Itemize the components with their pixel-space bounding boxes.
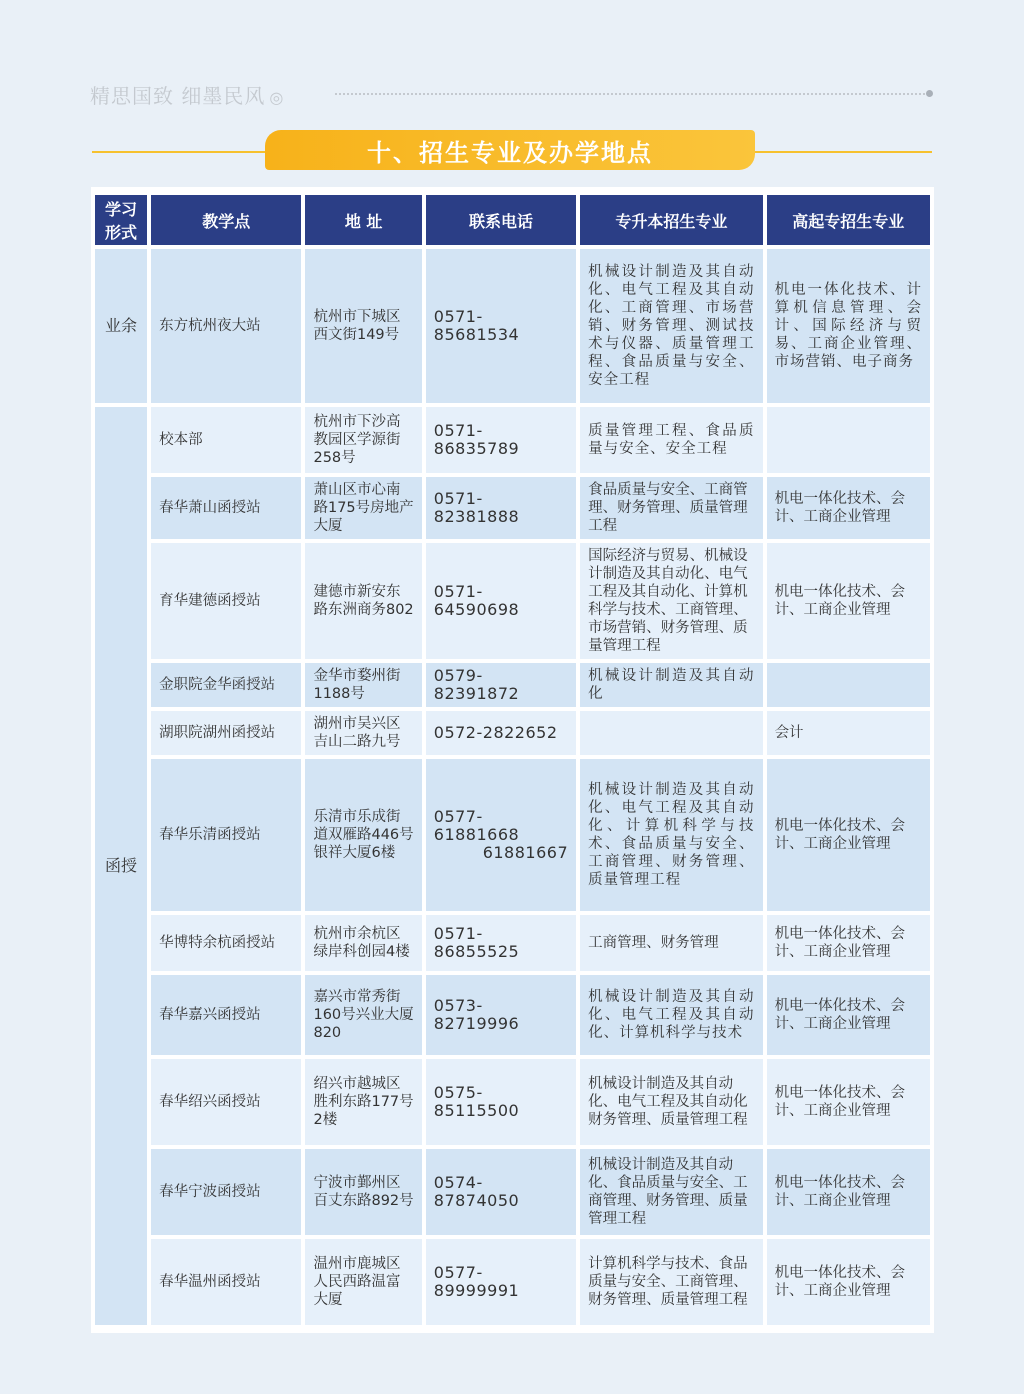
- station-cell: 湖职院湖州函授站: [151, 711, 301, 755]
- junior-cell: [767, 663, 930, 707]
- upgrade-cell: 计算机科学与技术、食品质量与安全、工商管理、财务管理、质量管理工程: [580, 1239, 762, 1325]
- form-cell-correspondence: 函授: [95, 407, 147, 1325]
- header-address: 地 址: [305, 195, 421, 245]
- header-dot-end: [926, 90, 933, 97]
- junior-cell: 机电一体化技术、会计、工商企业管理: [767, 1059, 930, 1145]
- phone-cell: 0572-2822652: [426, 711, 576, 755]
- upgrade-cell: 机械设计制造及其自动化、电气工程及其自动化、计算机科学与技术: [580, 975, 762, 1055]
- header-logo-text: 精思国致 细墨民风: [90, 84, 266, 108]
- junior-cell: 机电一体化技术、会计、工商企业管理: [767, 1149, 930, 1235]
- table-row: [95, 1059, 930, 1145]
- header-phone: 联系电话: [426, 195, 576, 245]
- enrollment-table-wrapper: [91, 187, 934, 1333]
- table-row: [95, 543, 930, 659]
- table-row: [95, 249, 930, 403]
- header-form: 学习 形式: [95, 195, 147, 245]
- address-cell: 金华市婺州街1188号: [305, 663, 421, 707]
- junior-cell: 机电一体化技术、会计、工商企业管理: [767, 975, 930, 1055]
- station-cell: 育华建德函授站: [151, 543, 301, 659]
- header-dotted-rule: [335, 93, 925, 95]
- upgrade-cell: 工商管理、财务管理: [580, 915, 762, 971]
- junior-cell: 机电一体化技术、会计、工商企业管理: [767, 759, 930, 911]
- station-cell: 华博特余杭函授站: [151, 915, 301, 971]
- phone-cell: 0573-82719996: [426, 975, 576, 1055]
- table-row: [95, 1149, 930, 1235]
- table-row: [95, 407, 930, 473]
- upgrade-cell: 质量管理工程、食品质量与安全、安全工程: [580, 407, 762, 473]
- address-cell: 杭州市下沙高教园区学源街258号: [305, 407, 421, 473]
- upgrade-cell: 机械设计制造及其自动化、电气工程及其自动化、计算机科学与技术、食品质量与安全、工商管理、财务管理、质量管理工程: [580, 759, 762, 911]
- table-row: [95, 915, 930, 971]
- junior-cell: 机电一体化技术、会计、工商企业管理: [767, 915, 930, 971]
- phone-cell: 0579-82391872: [426, 663, 576, 707]
- address-cell: 萧山区市心南路175号房地产大厦: [305, 477, 421, 539]
- table-row: [95, 663, 930, 707]
- table-row: [95, 711, 930, 755]
- header-station: 教学点: [151, 195, 301, 245]
- address-cell: 杭州市下城区西文街149号: [305, 249, 421, 403]
- address-cell: 乐清市乐成街道双雁路446号银祥大厦6楼: [305, 759, 421, 911]
- upgrade-cell: 机械设计制造及其自动化、食品质量与安全、工商管理、财务管理、质量管理工程: [580, 1149, 762, 1235]
- address-cell: 温州市鹿城区人民西路温富大厦: [305, 1239, 421, 1325]
- address-cell: 绍兴市越城区胜利东路177号2楼: [305, 1059, 421, 1145]
- station-cell: 春华萧山函授站: [151, 477, 301, 539]
- header-logo-mark-icon: ◎: [269, 88, 285, 107]
- header-logo: [90, 80, 284, 109]
- phone-cell: 0571-85681534: [426, 249, 576, 403]
- page-title: 十、招生专业及办学地点: [367, 138, 653, 167]
- phone-cell: 0574-87874050: [426, 1149, 576, 1235]
- header-junior-majors: 高起专招生专业: [767, 195, 930, 245]
- station-cell: 春华宁波函授站: [151, 1149, 301, 1235]
- address-cell: 嘉兴市常秀街160号兴业大厦820: [305, 975, 421, 1055]
- upgrade-cell: 食品质量与安全、工商管理、财务管理、质量管理工程: [580, 477, 762, 539]
- phone-cell: 0571-86835789: [426, 407, 576, 473]
- upgrade-cell: 机械设计制造及其自动化、电气工程及其自动化、工商管理、市场营销、财务管理、测试技术与仪器、质量管理工程、食品质量与安全、安全工程: [580, 249, 762, 403]
- phone-cell: 0571-86855525: [426, 915, 576, 971]
- junior-cell: [767, 407, 930, 473]
- address-cell: 杭州市余杭区绿岸科创园4楼: [305, 915, 421, 971]
- station-cell: 金职院金华函授站: [151, 663, 301, 707]
- header-upgrade-majors: 专升本招生专业: [580, 195, 762, 245]
- upgrade-cell: [580, 711, 762, 755]
- table-header-row: [95, 195, 930, 245]
- form-cell-parttime: 业余: [95, 249, 147, 403]
- junior-cell: 机电一体化技术、会计、工商企业管理: [767, 1239, 930, 1325]
- enrollment-table: [91, 191, 934, 1329]
- phone-cell: 0575-85115500: [426, 1059, 576, 1145]
- table-row: [95, 975, 930, 1055]
- address-cell: 宁波市鄞州区百丈东路892号: [305, 1149, 421, 1235]
- station-cell: 春华绍兴函授站: [151, 1059, 301, 1145]
- phone-cell: 0571-64590698: [426, 543, 576, 659]
- phone-cell: 0577-61881668 61881667: [426, 759, 576, 911]
- station-cell: 春华温州函授站: [151, 1239, 301, 1325]
- junior-cell: 机电一体化技术、计算机信息管理、会计、国际经济与贸易、工商企业管理、市场营销、电子商务: [767, 249, 930, 403]
- phone-cell: 0571-82381888: [426, 477, 576, 539]
- table-row: [95, 477, 930, 539]
- phone-cell: 0577-89999991: [426, 1239, 576, 1325]
- junior-cell: 机电一体化技术、会计、工商企业管理: [767, 543, 930, 659]
- title-banner: [265, 130, 755, 170]
- junior-cell: 机电一体化技术、会计、工商企业管理: [767, 477, 930, 539]
- station-cell: 东方杭州夜大站: [151, 249, 301, 403]
- station-cell: 春华乐清函授站: [151, 759, 301, 911]
- table-row: [95, 1239, 930, 1325]
- table-row: [95, 759, 930, 911]
- upgrade-cell: 国际经济与贸易、机械设计制造及其自动化、电气工程及其自动化、计算机科学与技术、工商管理、市场营销、财务管理、质量管理工程: [580, 543, 762, 659]
- address-cell: 建德市新安东路东洲商务802: [305, 543, 421, 659]
- address-cell: 湖州市吴兴区吉山二路九号: [305, 711, 421, 755]
- upgrade-cell: 机械设计制造及其自动化、电气工程及其自动化财务管理、质量管理工程: [580, 1059, 762, 1145]
- station-cell: 校本部: [151, 407, 301, 473]
- station-cell: 春华嘉兴函授站: [151, 975, 301, 1055]
- upgrade-cell: 机械设计制造及其自动化: [580, 663, 762, 707]
- junior-cell: 会计: [767, 711, 930, 755]
